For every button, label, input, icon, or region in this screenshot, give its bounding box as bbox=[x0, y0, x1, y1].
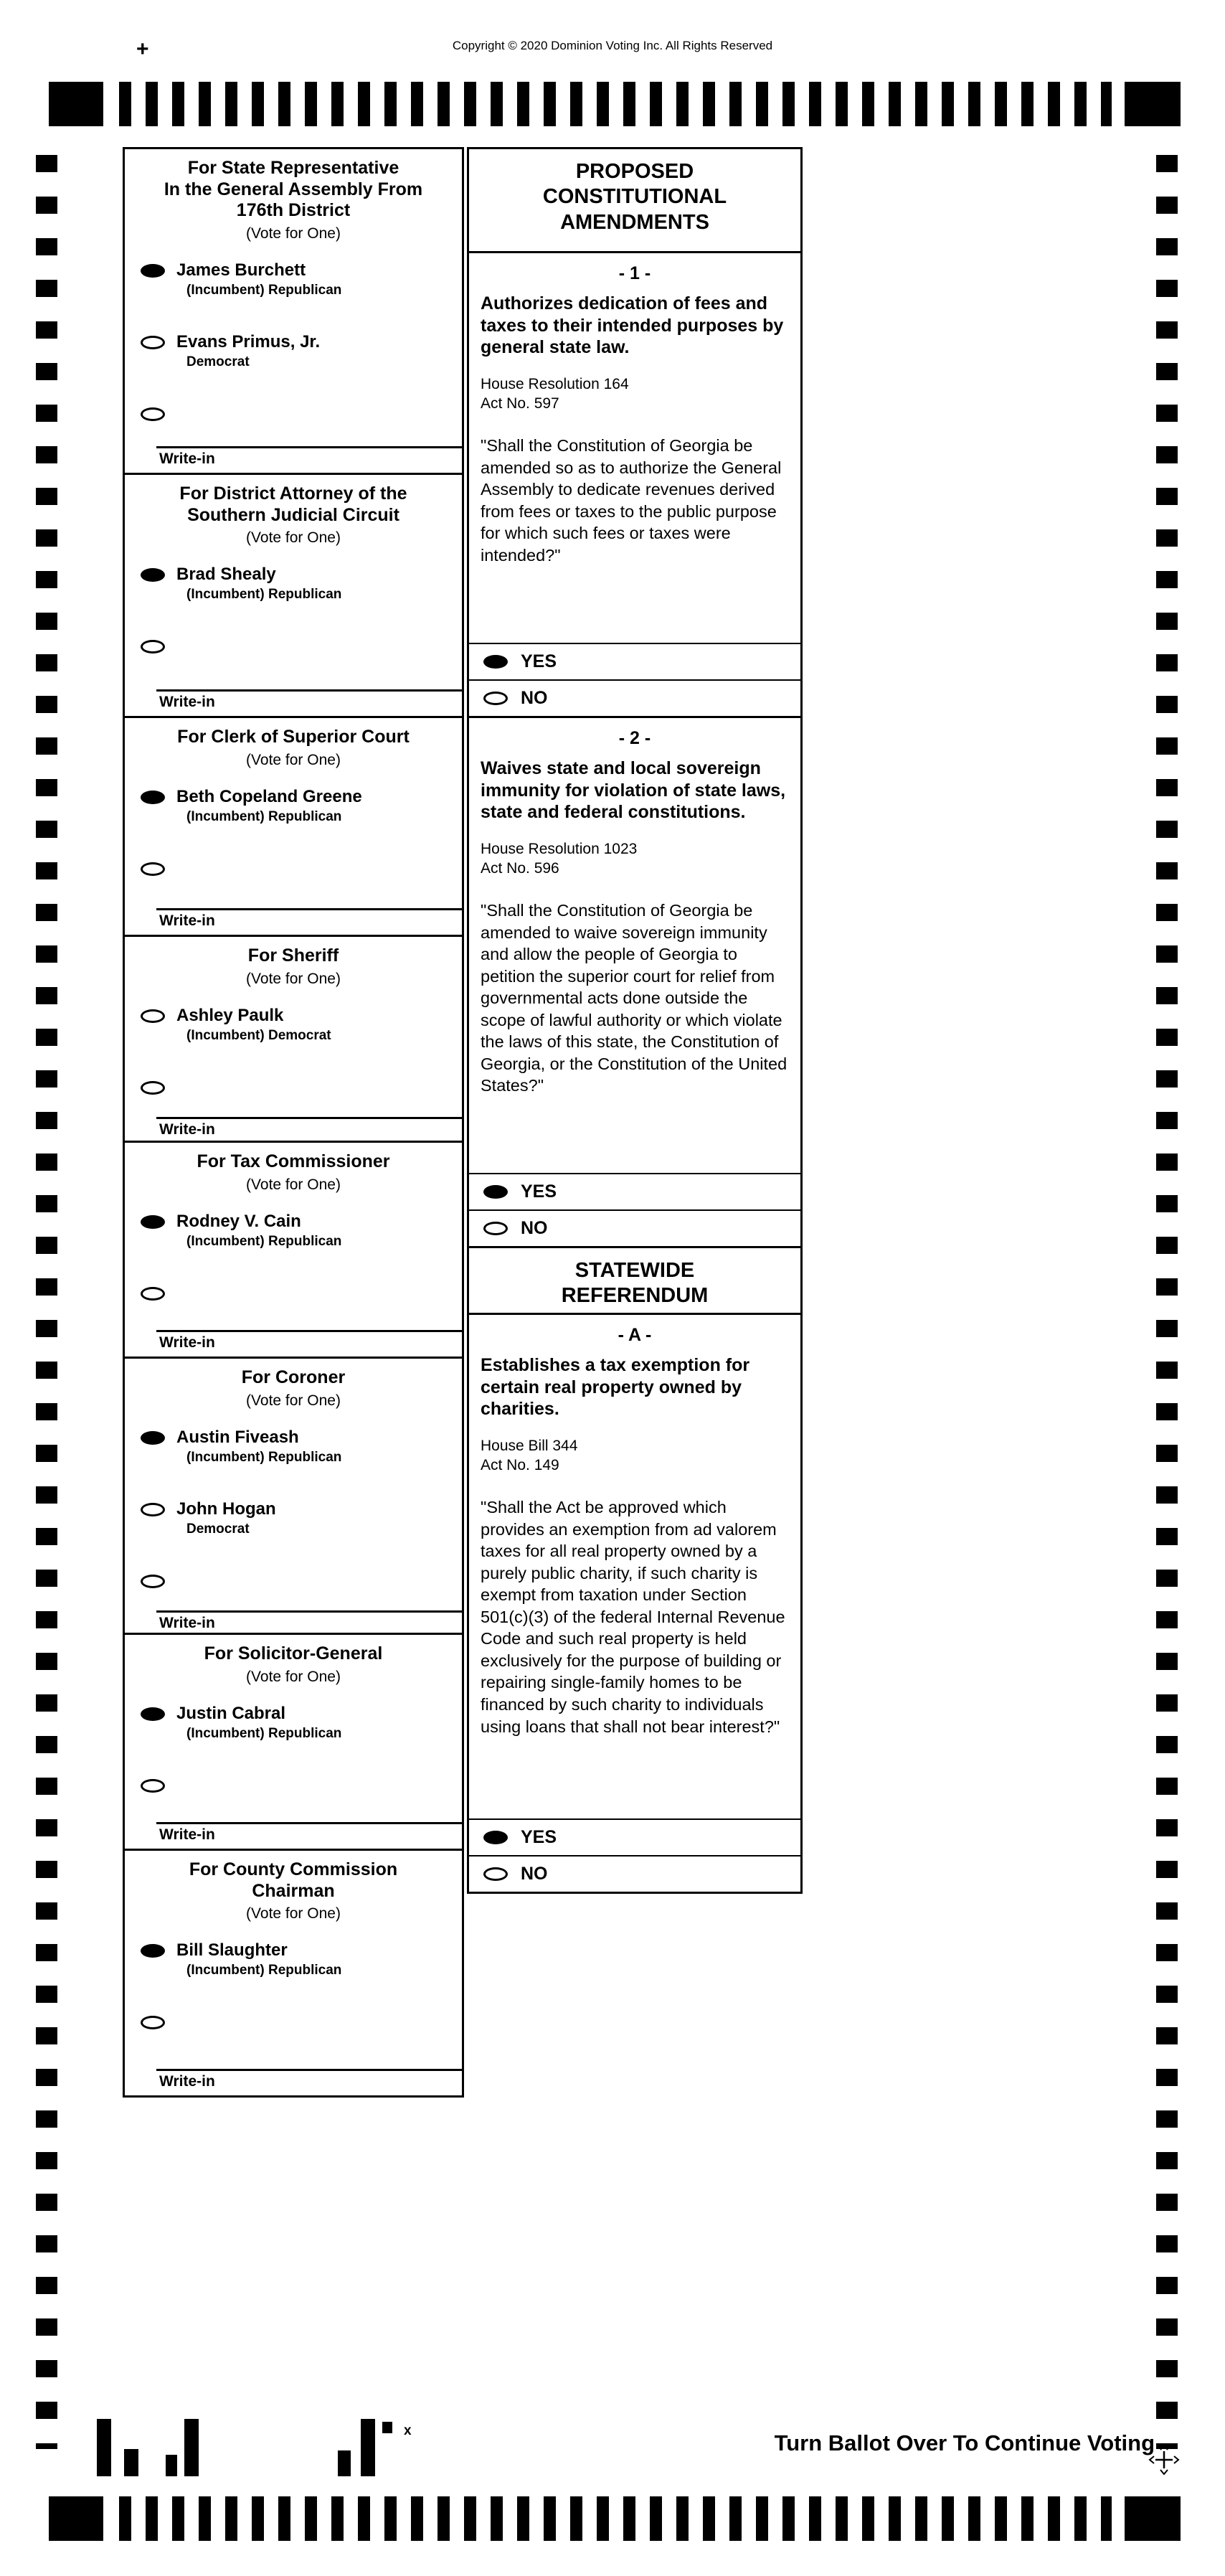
candidate-name: Beth Copeland Greene bbox=[176, 786, 362, 806]
measure-number: - 2 - bbox=[618, 728, 651, 748]
measure-question: "Shall the Constitution of Georgia be amended so as to authorize the General Assembly to dedicate revenues derived from fees or taxes to the public purpose for which such fees or taxes were intended?" bbox=[481, 436, 782, 565]
timing-marks-bottom bbox=[49, 2496, 1181, 2541]
copyright-notice: Copyright © 2020 Dominion Voting Inc. All Rights Reserved bbox=[452, 39, 773, 52]
no-option-row bbox=[469, 1209, 800, 1246]
ballot-oval[interactable] bbox=[141, 640, 165, 654]
candidate-row bbox=[125, 788, 462, 859]
blank-candidate-row bbox=[125, 637, 462, 676]
ballot-oval[interactable] bbox=[141, 1009, 165, 1023]
write-in-input-line[interactable] bbox=[156, 1117, 462, 1119]
registration-plus-mark: + bbox=[136, 37, 149, 61]
write-in-label: Write-in bbox=[159, 912, 215, 929]
candidate-name: Brad Shealy bbox=[176, 565, 276, 584]
measure-authority: House Bill 344 Act No. 149 bbox=[481, 1437, 578, 1473]
measure-referendum-a bbox=[467, 1313, 803, 1894]
contest-sheriff bbox=[123, 935, 464, 1143]
ballot-oval[interactable] bbox=[483, 1831, 508, 1844]
write-in-area bbox=[125, 1610, 462, 1637]
vote-for-instruction: (Vote for One) bbox=[246, 529, 341, 546]
contest-district-attorney bbox=[123, 473, 464, 718]
candidate-row bbox=[125, 1941, 462, 2013]
write-in-area bbox=[125, 2069, 462, 2095]
candidate-party: (Incumbent) Republican bbox=[186, 808, 342, 824]
blank-candidate-row bbox=[125, 1776, 462, 1815]
ballot-oval[interactable] bbox=[141, 1575, 165, 1588]
ballot-oval[interactable] bbox=[483, 1185, 508, 1199]
candidate-name: Rodney V. Cain bbox=[176, 1211, 301, 1231]
referendum-header: STATEWIDE REFERENDUM bbox=[467, 1246, 803, 1315]
candidate-party: (Incumbent) Republican bbox=[186, 587, 342, 603]
measure-authority: House Resolution 1023 Act No. 596 bbox=[481, 840, 638, 877]
timing-marks-top bbox=[49, 82, 1181, 126]
candidate-row bbox=[125, 261, 462, 333]
write-in-area bbox=[125, 1117, 462, 1143]
ballot-barcode bbox=[97, 2419, 434, 2478]
write-in-label: Write-in bbox=[159, 1334, 215, 1351]
write-in-input-line[interactable] bbox=[156, 446, 462, 448]
candidate-name: Evans Primus, Jr. bbox=[176, 331, 321, 352]
contest-header bbox=[125, 1635, 462, 1686]
contest-title: For District Attorney of the Southern Judicial Circuit bbox=[179, 483, 407, 525]
vote-for-instruction: (Vote for One) bbox=[246, 751, 341, 768]
ballot-oval[interactable] bbox=[141, 1779, 165, 1793]
candidate-row bbox=[125, 1704, 462, 1776]
ballot-oval[interactable] bbox=[141, 1215, 165, 1229]
ballot-oval[interactable] bbox=[141, 1431, 165, 1445]
measure-authority: House Resolution 164 Act No. 597 bbox=[481, 375, 629, 412]
ballot-oval[interactable] bbox=[141, 1503, 165, 1516]
write-in-area bbox=[125, 689, 462, 716]
write-in-label: Write-in bbox=[159, 1826, 215, 1843]
measure-options bbox=[469, 1173, 800, 1246]
amendments-header: PROPOSED CONSTITUTIONAL AMENDMENTS bbox=[467, 147, 803, 253]
vote-for-instruction: (Vote for One) bbox=[246, 970, 341, 987]
contest-title: For Solicitor-General bbox=[204, 1643, 383, 1664]
write-in-input-line[interactable] bbox=[156, 1330, 462, 1332]
candidate-name: Ashley Paulk bbox=[176, 1005, 284, 1025]
contest-title: For Tax Commissioner bbox=[197, 1151, 390, 1171]
candidate-party: (Incumbent) Democrat bbox=[186, 1027, 331, 1043]
yes-label: YES bbox=[521, 651, 557, 671]
measures-column bbox=[467, 147, 803, 1894]
candidate-row bbox=[125, 1428, 462, 1500]
blank-candidate-row bbox=[125, 1572, 462, 1610]
contest-title: For County Commission Chairman bbox=[189, 1859, 398, 1901]
candidate-name: James Burchett bbox=[176, 260, 306, 280]
vote-for-instruction: (Vote for One) bbox=[246, 225, 341, 242]
candidate-party: Democrat bbox=[186, 1521, 250, 1537]
blank-candidate-row bbox=[125, 405, 462, 443]
write-in-label: Write-in bbox=[159, 694, 215, 710]
candidate-party: (Incumbent) Republican bbox=[186, 282, 342, 298]
timing-bars-icon bbox=[119, 2496, 1112, 2541]
measure-summary: Waives state and local sovereign immunity for violation of state laws, state and federal constitutions. bbox=[481, 758, 786, 822]
vote-for-instruction: (Vote for One) bbox=[246, 1905, 341, 1922]
contest-solicitor-general bbox=[123, 1633, 464, 1851]
contest-header bbox=[125, 718, 462, 769]
contest-header bbox=[125, 149, 462, 242]
yes-label: YES bbox=[521, 1181, 557, 1202]
registration-cross-icon bbox=[1148, 2443, 1181, 2476]
candidate-party: Democrat bbox=[186, 354, 250, 369]
contest-header bbox=[125, 1359, 462, 1410]
candidate-party: (Incumbent) Republican bbox=[186, 1449, 342, 1465]
contest-title: For State Representative In the General Assembly From 176th District bbox=[164, 158, 423, 220]
candidate-name: Justin Cabral bbox=[176, 1703, 286, 1723]
candidate-name: Bill Slaughter bbox=[176, 1940, 288, 1960]
ballot-oval[interactable] bbox=[483, 692, 508, 705]
ballot-oval[interactable] bbox=[141, 862, 165, 876]
no-option-row bbox=[469, 1855, 800, 1892]
timing-bars-icon bbox=[119, 82, 1112, 126]
measure-summary: Establishes a tax exemption for certain real property owned by charities. bbox=[481, 1355, 750, 1419]
timing-block-icon bbox=[49, 2496, 103, 2541]
blank-candidate-row bbox=[125, 859, 462, 898]
ballot-oval[interactable] bbox=[483, 1222, 508, 1235]
yes-option-row bbox=[469, 1173, 800, 1209]
contest-header bbox=[125, 1851, 462, 1922]
contest-title: For Coroner bbox=[241, 1367, 346, 1387]
blank-candidate-row bbox=[125, 1078, 462, 1117]
timing-block-icon bbox=[1125, 2496, 1181, 2541]
write-in-input-line[interactable] bbox=[156, 689, 462, 692]
timing-marks-left bbox=[36, 155, 57, 2449]
yes-option-row bbox=[469, 643, 800, 679]
measure-amendment-1 bbox=[467, 251, 803, 718]
vote-for-instruction: (Vote for One) bbox=[246, 1176, 341, 1193]
measure-question: "Shall the Constitution of Georgia be amended to waive sovereign immunity and allow the people of Georgia to petition the superior court for relief from governmental acts done outside the scope of lawful authority or which violate the laws of this state, the Constitution of Georgia, or the Constitution of the United States?" bbox=[481, 901, 788, 1095]
candidate-name: Austin Fiveash bbox=[176, 1427, 299, 1447]
ballot-oval[interactable] bbox=[141, 1707, 165, 1721]
vote-for-instruction: (Vote for One) bbox=[246, 1392, 341, 1409]
write-in-label: Write-in bbox=[159, 2073, 215, 2090]
measure-number: - 1 - bbox=[618, 263, 651, 283]
ballot-oval[interactable] bbox=[141, 1287, 165, 1301]
print-mark: x bbox=[404, 2423, 412, 2438]
candidate-party: (Incumbent) Republican bbox=[186, 1963, 342, 1978]
candidate-row bbox=[125, 1212, 462, 1284]
contest-column bbox=[123, 147, 464, 2098]
contest-title: For Sheriff bbox=[247, 945, 339, 966]
ballot-oval[interactable] bbox=[483, 655, 508, 669]
write-in-input-line[interactable] bbox=[156, 1610, 462, 1613]
candidate-party: (Incumbent) Republican bbox=[186, 1233, 342, 1249]
contest-header bbox=[125, 937, 462, 988]
blank-candidate-row bbox=[125, 2013, 462, 2052]
measure-amendment-2 bbox=[467, 716, 803, 1248]
measure-summary: Authorizes dedication of fees and taxes to their intended purposes by general state law. bbox=[481, 293, 784, 357]
write-in-input-line[interactable] bbox=[156, 1822, 462, 1824]
ballot-oval[interactable] bbox=[141, 264, 165, 278]
contest-title: For Clerk of Superior Court bbox=[177, 727, 410, 747]
ballot-oval[interactable] bbox=[141, 407, 165, 421]
measure-question: "Shall the Act be approved which provides an exemption from ad valorem taxes for all real property owned by a purely public charity, if such charity is exempt from taxation under Section 501(c)(3) of the federal Internal Revenue Code and such real property is held exclusively for the purpose of building or repairing single-family homes to be financed by such charity to individuals using loans that shall not bear interest?" bbox=[481, 1498, 785, 1736]
measure-options bbox=[469, 1818, 800, 1892]
write-in-area bbox=[125, 1330, 462, 1357]
timing-block-icon bbox=[49, 82, 103, 126]
candidate-row bbox=[125, 565, 462, 637]
candidate-row bbox=[125, 1500, 462, 1572]
timing-block-icon bbox=[1125, 82, 1181, 126]
contest-coroner bbox=[123, 1357, 464, 1635]
no-option-row bbox=[469, 679, 800, 716]
write-in-area bbox=[125, 446, 462, 473]
yes-label: YES bbox=[521, 1827, 557, 1847]
candidate-party: (Incumbent) Republican bbox=[186, 1725, 342, 1741]
write-in-area bbox=[125, 1822, 462, 1849]
write-in-input-line[interactable] bbox=[156, 2069, 462, 2071]
write-in-area bbox=[125, 908, 462, 935]
blank-candidate-row bbox=[125, 1284, 462, 1323]
ballot-oval[interactable] bbox=[141, 568, 165, 582]
measure-options bbox=[469, 643, 800, 716]
timing-marks-right bbox=[1156, 155, 1178, 2449]
candidate-name: John Hogan bbox=[176, 1499, 276, 1519]
candidate-row bbox=[125, 333, 462, 405]
vote-for-instruction: (Vote for One) bbox=[246, 1668, 341, 1685]
write-in-label: Write-in bbox=[159, 1614, 215, 1631]
ballot-oval[interactable] bbox=[141, 2016, 165, 2029]
measure-number: - A - bbox=[618, 1325, 652, 1345]
candidate-row bbox=[125, 1006, 462, 1078]
ballot-oval[interactable] bbox=[141, 1081, 165, 1095]
contest-state-representative bbox=[123, 147, 464, 475]
write-in-input-line[interactable] bbox=[156, 908, 462, 910]
no-label: NO bbox=[521, 1218, 548, 1238]
turn-ballot-over-text: Turn Ballot Over To Continue Voting bbox=[774, 2430, 1155, 2455]
contest-tax-commissioner bbox=[123, 1141, 464, 1359]
yes-option-row bbox=[469, 1818, 800, 1855]
write-in-label: Write-in bbox=[159, 1120, 215, 1138]
no-label: NO bbox=[521, 1864, 548, 1884]
contest-clerk-superior-court bbox=[123, 716, 464, 937]
ballot-oval[interactable] bbox=[141, 791, 165, 804]
contest-header bbox=[125, 1143, 462, 1194]
write-in-label: Write-in bbox=[159, 450, 215, 467]
contest-county-commission-chairman bbox=[123, 1849, 464, 2098]
ballot-oval[interactable] bbox=[141, 1944, 165, 1958]
ballot-oval[interactable] bbox=[141, 336, 165, 349]
ballot-oval[interactable] bbox=[483, 1867, 508, 1881]
no-label: NO bbox=[521, 688, 548, 708]
contest-header bbox=[125, 475, 462, 547]
